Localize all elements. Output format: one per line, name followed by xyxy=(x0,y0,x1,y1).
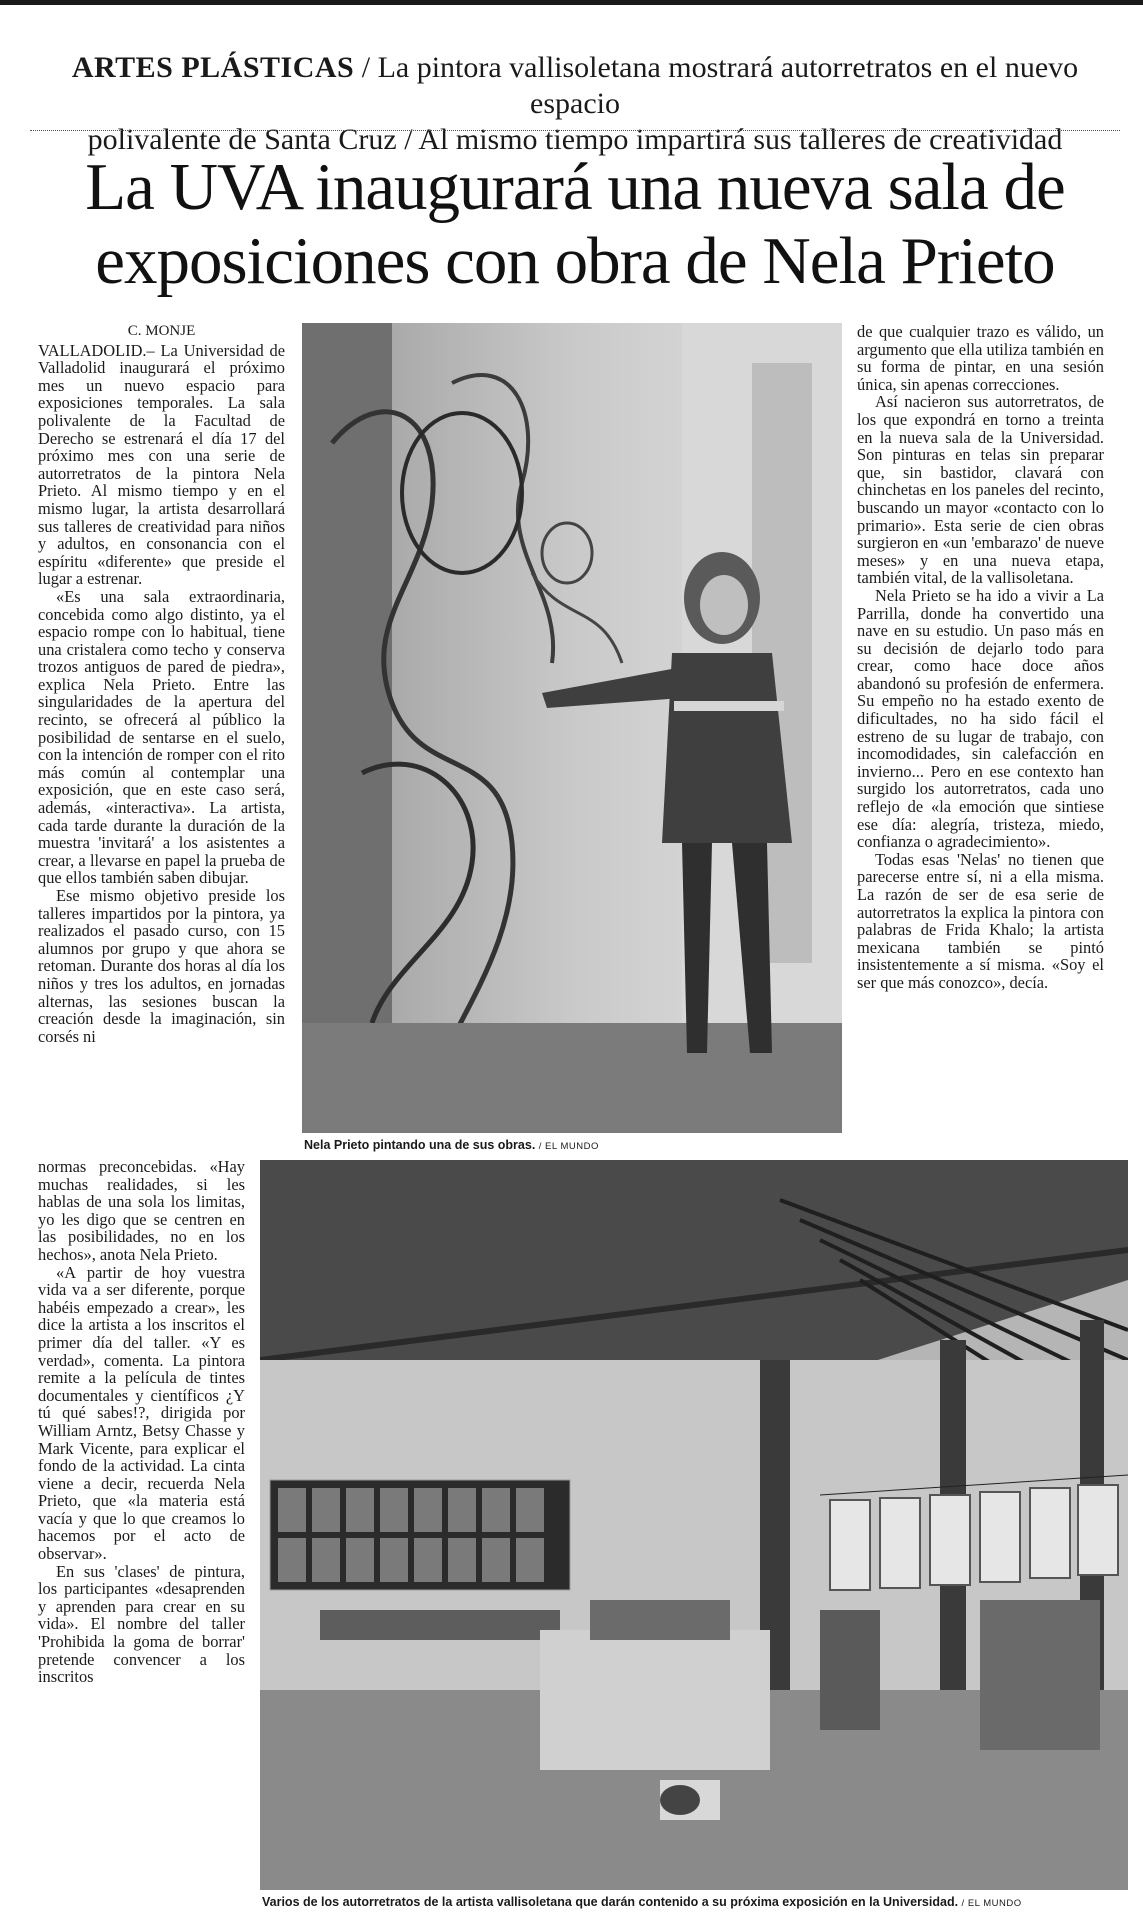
caption-text: Nela Prieto pintando una de sus obras. xyxy=(304,1138,536,1152)
paragraph: En sus 'clases' de pintura, los participantes «desaprenden y aprenden para crear en su vida». El nombre del taller 'Prohibida la goma de borrar' pretende convencer a los inscritos xyxy=(38,1561,245,1687)
article-column-3 xyxy=(857,323,1104,992)
kicker xyxy=(30,50,1120,158)
paragraph: normas preconcebidas. «Hay muchas realidades, si les hablas de una sola los limitas, yo les digo que se centren en las posibilidades, no en los hechos», anota Nela Prieto. xyxy=(38,1157,245,1264)
paragraph: «A partir de hoy vuestra vida va a ser diferente, porque habéis empezado a crear», les dice la artista a los inscritos el primer día del taller. «Y es verdad», comenta. La pintora remite a la película de tintes documentales y científicos ¿Y tú qué sabes!?, dirigida por William Arntz, Betsy Chasse y Mark Vicente, para explicar el fondo de la actividad. La cinta viene a decir, recuerda Nela Prieto, que «la materia está vacía y que lo que creamos lo hacemos por el acto de observar». xyxy=(38,1262,245,1564)
article-column-1 xyxy=(38,323,285,1045)
photo-painter-caption xyxy=(304,1138,599,1152)
photo-painter xyxy=(302,323,842,1133)
kicker-section: ARTES PLÁSTICAS xyxy=(71,51,355,84)
headline-line1: La UVA inaugurará una nueva sala de xyxy=(85,150,1065,224)
headline-line2: exposiciones con obra de Nela Prieto xyxy=(95,224,1055,298)
kicker-line1: / La pintora vallisoletana mostrará autorretratos en el nuevo espacio xyxy=(354,51,1079,120)
paragraph: Ese mismo objetivo preside los talleres impartidos por la pintora, ya realizados el pasado curso, con 15 alumnos por grupo y que ahora se retoman. Durante dos horas al día los niños y tres los adultos, en jornadas alternas, las sesiones buscan la creación desde la imaginación, sin corsés ni xyxy=(38,886,285,1046)
paragraph: Así nacieron sus autorretratos, de los que expondrá en torno a treinta en la nueva sala de la Universidad. Son pinturas en telas sin preparar que, sin bastidor, clavará con chinchetas en los paneles del recinto, buscando un mayor «contacto con lo primario». Esta serie de cien obras surgieron en «un 'embarazo' de nueve meses» y en una nueva etapa, también vital, de la vallisoletana. xyxy=(857,392,1104,588)
painter-photo-illustration xyxy=(302,323,842,1133)
paragraph: Todas esas 'Nelas' no tienen que parecerse entre sí, ni a ella misma. La razón de ser de esa serie de autorretratos la explica la pintora con palabras de Frida Khalo; la artista mexicana también se pintó insistentemente a sí misma. «Soy el ser que más conozco», decía. xyxy=(857,849,1104,992)
studio-photo-illustration xyxy=(260,1160,1128,1890)
paragraph: de que cualquier trazo es válido, un argumento que ella utiliza también en su forma de pintar, en una sesión única, sin apenas correcciones. xyxy=(857,322,1104,394)
article-column-1-continued xyxy=(38,1158,245,1686)
page-top-rule xyxy=(0,0,1143,5)
byline: C. MONJE xyxy=(127,323,196,339)
caption-credit: / EL MUNDO xyxy=(961,1898,1022,1909)
photo-studio-caption xyxy=(262,1895,1022,1909)
caption-text: Varios de los autorretratos de la artista vallisoletana que darán contenido a su próxima exposición en la Universidad. xyxy=(262,1895,959,1909)
headline xyxy=(20,150,1130,298)
paragraph: VALLADOLID.– La Universidad de Valladolid inaugurará el próximo mes un nuevo espacio para exposiciones temporales. La sala polivalente de la Facultad de Derecho se estrenará el día 17 del próximo mes con una serie de autorretratos de la pintora Nela Prieto. Al mismo tiempo y en el mismo lugar, la artista desarrollará sus talleres de creatividad para niños y adultos, en consonancia con el espíritu «diferente» que preside el lugar a estrenar. xyxy=(38,340,285,589)
kicker-divider xyxy=(30,130,1120,131)
paragraph: Nela Prieto se ha ido a vivir a La Parrilla, donde ha convertido una nave en su estudio. Un paso más en su decisión de dejarlo todo para crear, como hace doce años abandonó su profesión de enfermera. Su empeño no ha estado exento de dificultades, no ha sido fácil el estreno de su lugar de trabajo, con incomodidades, sin calefacción en invierno... Pero en ese contexto han surgido los autorretratos, cada uno reflejo de «la emoción que sintiese ese día: alegría, tristeza, miedo, confianza o agradecimiento». xyxy=(857,585,1104,852)
photo-studio xyxy=(260,1160,1128,1890)
paragraph: «Es una sala extraordinaria, concebida como algo distinto, ya el espacio rompe con lo habitual, tiene una cristalera como techo y conserva trozos antiguos de pared de piedra», explica Nela Prieto. Entre las singularidades de la apertura del recinto, se ofrecerá al público la posibilidad de sentarse en el suelo, con la intención de romper con el rito más común al contemplar una exposición, que en este caso será, además, «interactiva». La artista, cada tarde durante la duración de la muestra 'invitará' a los asistentes a crear, a llevarse en papel la prueba de que ellos también saben dibujar. xyxy=(38,586,285,888)
caption-credit: / EL MUNDO xyxy=(538,1141,599,1152)
kicker-line2: polivalente de Santa Cruz / Al mismo tiempo impartirá sus talleres de creatividad xyxy=(87,123,1063,156)
